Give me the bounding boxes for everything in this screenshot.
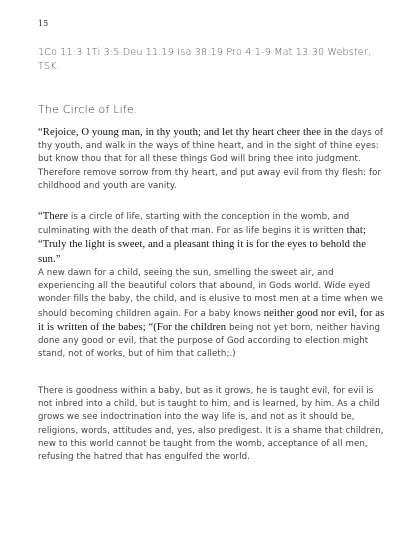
paragraph-4: There is goodness within a baby, but as it grows, he is taught evil, for evil is not inbred into a child, but is taught to him, and is learned, by him. As a child grows we see indoctrination into the way life is, and not as it should be, religions, words, attitudes and, yes, also predigest. It is a shame that children, new to this world cannot be taught from the womb, acceptance of all men, refusing the hatred that has engulfed the world. <box>38 386 384 463</box>
scripture-references: 1Co 11:3 1Ti 3:5 Deu 11:19 Isa 38:19 Pro 4:1-9 Mat 13:30 Webster, TSK. <box>38 47 372 72</box>
paragraph-2-body: is a circle of life, starting with the conception in the womb, and culminating with the death of that man. For as life begins it is written <box>38 212 350 237</box>
page-number: 15 <box>38 19 49 28</box>
paragraph-2-lead: “There <box>38 211 69 222</box>
paragraph-1 <box>38 126 386 193</box>
section-heading: The Circle of Life. <box>38 103 138 116</box>
paragraph-3-quote: neither good nor evil, for as it is written of the babes; “(For the children <box>38 307 385 333</box>
paragraph-1-body: days of thy youth, and walk in the ways of thine heart, and in the sight of thine eyes: but know thou that for all these things God will bring thee into judgment. Therefore remove sorrow from thy heart, and put away evil from thy flesh: for childhood and youth are vanity. <box>38 128 384 191</box>
paragraph-3-body-continued: being not yet born, neither having done any good or evil, that the purpose of God according to election might stand, not of works, but of him that calleth;.) <box>38 322 381 360</box>
paragraph-2-quote: that; “Truly the light is sweet, and a pleasant thing it is for the eyes to behold the sun.” <box>38 225 367 265</box>
paragraph-3-body: A new dawn for a child, seeing the sun, smelling the sweet air, and experiencing all the beautiful colors that abound, in Gods world. Wide eyed wonder fills the baby, the child, and is elusive to most men at a time when we should becoming children again. For a baby knows <box>38 268 383 319</box>
paragraph-3 <box>38 267 386 361</box>
paragraph-1-lead: “Rejoice, O young man, in thy youth; and let thy heart cheer thee in the <box>38 127 349 138</box>
paragraph-2 <box>38 210 386 267</box>
